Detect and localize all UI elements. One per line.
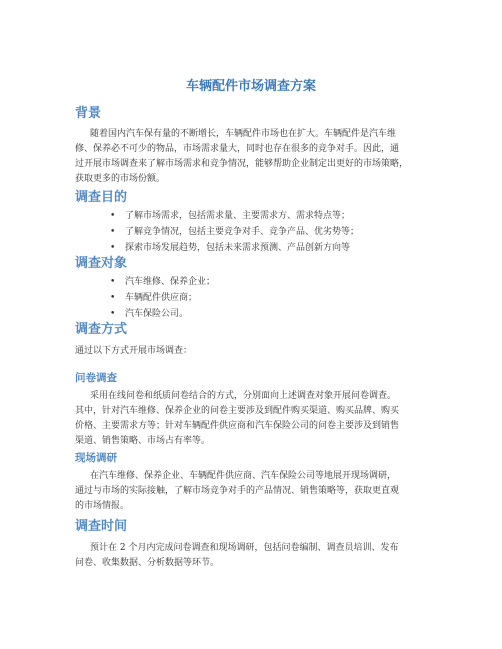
paragraph-line: 渠道、销售策略、市场占有率等。 <box>75 436 211 446</box>
paragraph-line: 在汽车维修、保养企业、车辆配件供应商、汽车保险公司等地展开现场调研， <box>90 471 397 481</box>
paragraph-line: 的市场情报。 <box>75 501 130 511</box>
methods-intro <box>75 344 435 359</box>
document-title: 车辆配件市场调查方案 <box>185 79 316 94</box>
list-item: • 车辆配件供应商； <box>75 290 435 306</box>
paragraph-line: 问卷、收集数据、分析数据等环节。 <box>75 558 220 568</box>
targets-list <box>75 274 435 322</box>
paragraph-line: 通过与市场的实际接触，了解市场竞争对手的产品情况、销售策略等，获取更直观 <box>75 486 400 496</box>
paragraph-line: 价格、主要需求方等；针对车辆配件供应商和汽车保险公司的问卷主要涉及到销售 <box>75 421 400 431</box>
questionnaire-paragraph <box>75 389 435 449</box>
bullet-icon: • <box>110 277 116 287</box>
paragraph-line: 修、保养必不可少的物品，市场需求量大，同时也存在很多的竞争对手。因此，通 <box>75 144 400 154</box>
schedule-paragraph <box>75 541 435 571</box>
subsection-heading-questionnaire: 问卷调查 <box>75 372 117 384</box>
paragraph-line: 通过以下方式开展市场调查： <box>75 346 193 356</box>
subsection-heading-field: 现场调研 <box>75 452 117 464</box>
bullet-icon: • <box>110 293 116 303</box>
paragraph-line: 获取更多的市场份额。 <box>75 174 166 184</box>
bullet-icon: • <box>110 211 116 221</box>
section-heading-methods: 调查方式 <box>75 322 128 337</box>
background-paragraph <box>75 127 435 187</box>
list-item: • 了解竞争情况，包括主要竞争对手、竞争产品、优劣势等； <box>75 224 435 240</box>
section-heading-schedule: 调查时间 <box>75 519 128 534</box>
bullet-icon: • <box>110 309 116 319</box>
paragraph-line: 过开展市场调查来了解市场需求和竞争情况，能够帮助企业制定出更好的市场策略， <box>75 159 409 169</box>
paragraph-line: 随着国内汽车保有量的不断增长，车辆配件市场也在扩大。车辆配件是汽车维 <box>90 129 397 139</box>
section-heading-background: 背景 <box>75 106 102 121</box>
section-heading-targets: 调查对象 <box>75 256 128 271</box>
section-heading-purpose: 调查目的 <box>75 190 128 205</box>
list-item: • 汽车维修、保养企业； <box>75 274 435 290</box>
list-item: • 了解市场需求，包括需求量、主要需求方、需求特点等； <box>75 208 435 224</box>
purpose-list <box>75 208 435 256</box>
paragraph-line: 其中，针对汽车维修、保养企业的问卷主要涉及到配件购买渠道、购买品牌、购买 <box>75 406 400 416</box>
paragraph-line: 采用在线问卷和纸质问卷结合的方式，分别面向上述调查对象开展问卷调查。 <box>90 391 397 401</box>
bullet-icon: • <box>110 243 116 253</box>
field-paragraph <box>75 469 435 514</box>
list-item: • 汽车保险公司。 <box>75 306 435 322</box>
paragraph-line: 预计在 2 个月内完成问卷调查和现场调研，包括问卷编制、调查员培训、发布 <box>90 543 399 553</box>
bullet-icon: • <box>110 227 116 237</box>
list-item: • 探索市场发展趋势，包括未来需求预测、产品创新方向等 <box>75 240 435 256</box>
